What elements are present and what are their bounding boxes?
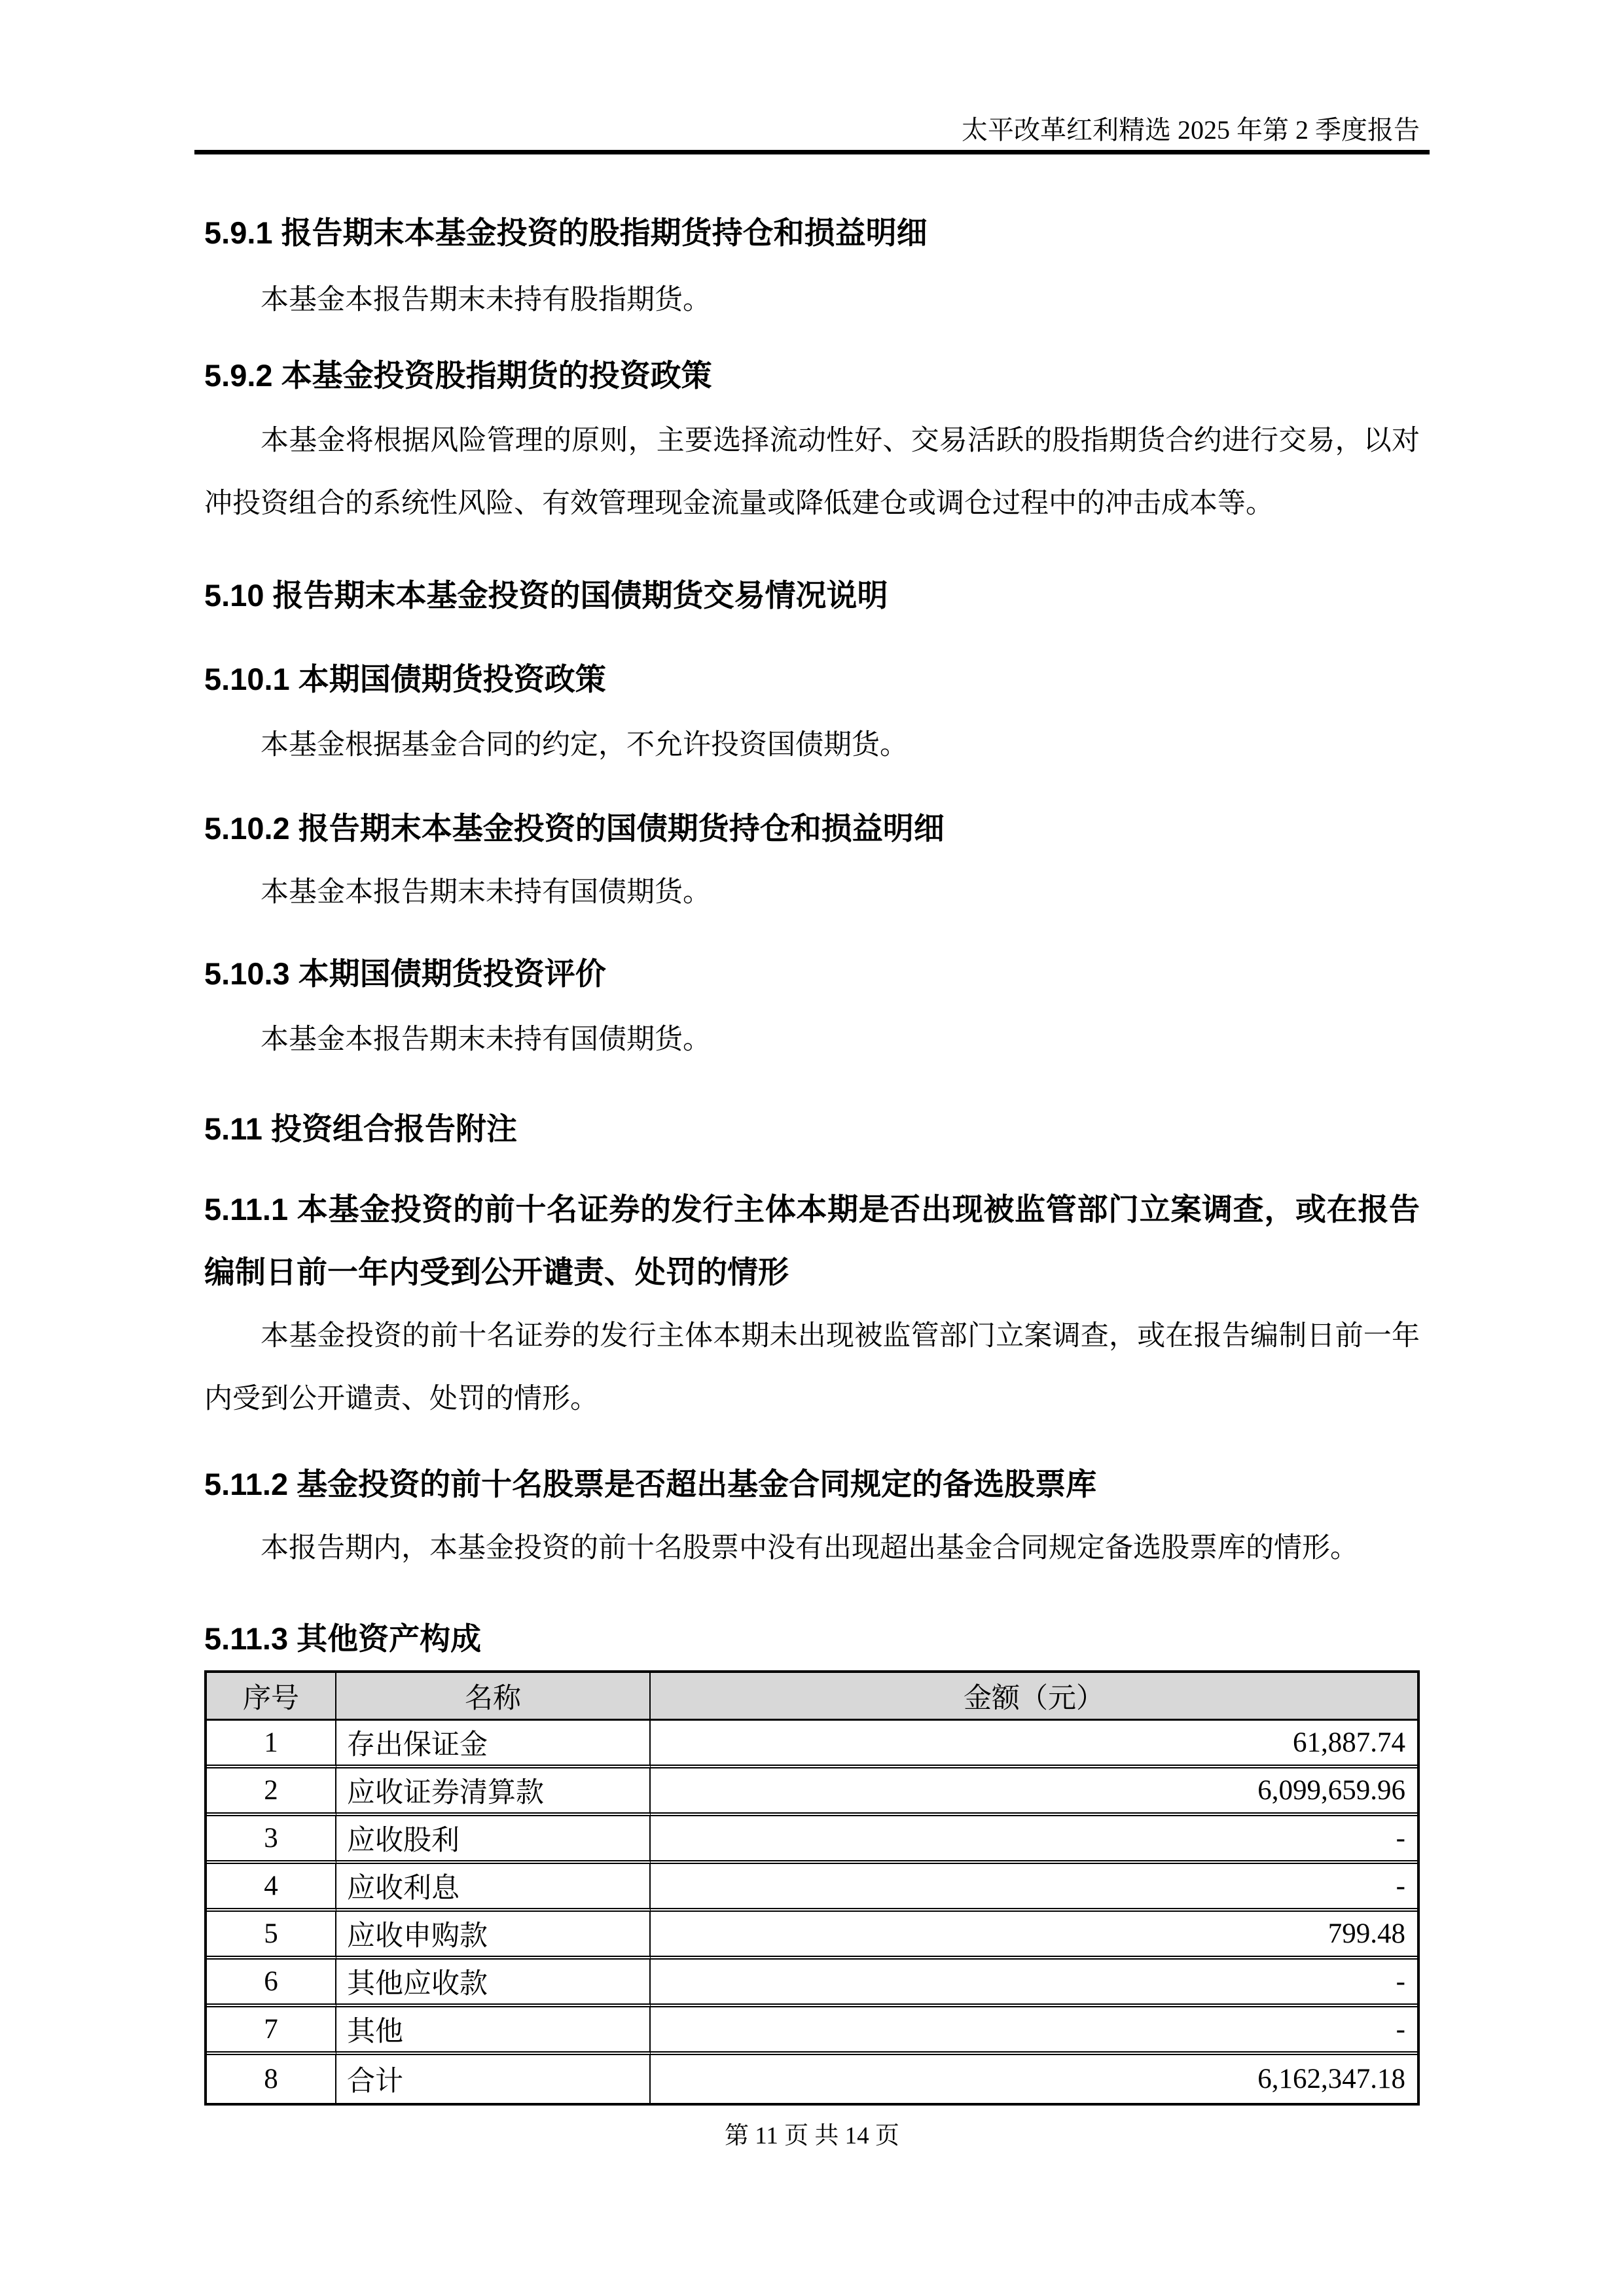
report-title: 太平改革红利精选 2025 年第 2 季度报告 [962,115,1420,145]
table-cell: 7 [207,2007,336,2055]
table-cell: 6,162,347.18 [1257,2064,1405,2094]
paragraph: 本基金本报告期末未持有国债期货。 [261,877,711,908]
table-cell: 6,099,659.96 [651,1768,1417,1816]
section-heading-5-11-3: 5.11.3 其他资产构成 [204,1621,482,1656]
section-heading-5-10-3: 5.10.3 本期国债期货投资评价 [204,956,606,991]
table-header-cell-no: 序号 [207,1673,336,1721]
table-row [207,1721,1417,1768]
table-row [207,1864,1417,1912]
table-cell: 其他 [336,2007,651,2055]
table-row [207,1912,1417,1960]
table-cell: 其他应收款 [336,1960,651,2007]
page-number: 第 11 页 共 14 页 [725,2123,899,2149]
section-heading-5-10-2: 5.10.2 报告期末本基金投资的国债期货持仓和损益明细 [204,811,945,846]
table-cell: - [651,2007,1417,2055]
table-header-row [207,1673,1417,1721]
page-header [204,0,1420,144]
paragraph: 本报告期内，本基金投资的前十名股票中没有出现超出基金合同规定备选股票库的情形。 [261,1533,1358,1564]
table-cell: 合计 [336,2055,651,2103]
page-footer [204,2119,1420,2153]
table-cell: 存出保证金 [336,1721,651,1768]
table-cell: 61,887.74 [651,1721,1417,1768]
table-row [207,1768,1417,1816]
table-row [207,2007,1417,2055]
table-cell: 应收证券清算款 [336,1768,651,1816]
paragraph: 本基金根据基金合同的约定，不允许投资国债期货。 [261,730,908,761]
table-header-cell-name: 名称 [336,1673,651,1721]
table-cell: - [651,1864,1417,1912]
table-cell: 3 [207,1816,336,1864]
table-cell: 2 [207,1768,336,1816]
table-row [207,2055,1417,2103]
table-cell: 1 [207,1721,336,1768]
paragraph: 本基金本报告期末未持有国债期货。 [261,1024,711,1055]
table-cell: 8 [207,2055,336,2103]
table-cell: 6 [207,1960,336,2007]
section-heading-5-11: 5.11 投资组合报告附注 [204,1111,517,1146]
header-rule [194,150,1430,154]
table-cell: 4 [207,1864,336,1912]
table-header-cell-amount: 金额（元） [651,1673,1417,1721]
table-cell: - [651,1816,1417,1864]
paragraph: 本基金将根据风险管理的原则，主要选择流动性好、交易活跃的股指期货合约进行交易，以对冲投资组合的系统性风险、有效管理现金流量或降低建仓或调仓过程中的冲击成本等。 [204,425,1420,519]
section-heading-5-11-2: 5.11.2 基金投资的前十名股票是否超出基金合同规定的备选股票库 [204,1467,1097,1501]
section-heading-5-10: 5.10 报告期末本基金投资的国债期货交易情况说明 [204,578,888,613]
table-cell: 5 [207,1912,336,1960]
table-cell: 应收申购款 [336,1912,651,1960]
table-row [207,1960,1417,2007]
section-heading-5-11-1: 5.11.1 本基金投资的前十名证券的发行主体本期是否出现被监管部门立案调查，或在报告编制日前一年内受到公开谴责、处罚的情形 [204,1192,1420,1289]
paragraph: 本基金投资的前十名证券的发行主体本期未出现被监管部门立案调查，或在报告编制日前一年内受到公开谴责、处罚的情形。 [204,1321,1420,1414]
table-cell: - [651,1960,1417,2007]
table-row [207,1816,1417,1864]
table-body [207,1721,1417,2103]
other-assets-table [204,1670,1420,2106]
table-head [207,1673,1417,1721]
document-body [204,202,1420,1670]
table-cell: 应收股利 [336,1816,651,1864]
section-heading-5-9-1: 5.9.1 报告期末本基金投资的股指期货持仓和损益明细 [204,215,928,250]
paragraph: 本基金本报告期末未持有股指期货。 [261,285,711,315]
table-cell: 799.48 [651,1912,1417,1960]
table-cell: 应收利息 [336,1864,651,1912]
section-heading-5-9-2: 5.9.2 本基金投资股指期货的投资政策 [204,358,712,393]
section-heading-5-10-1: 5.10.1 本期国债期货投资政策 [204,662,606,696]
